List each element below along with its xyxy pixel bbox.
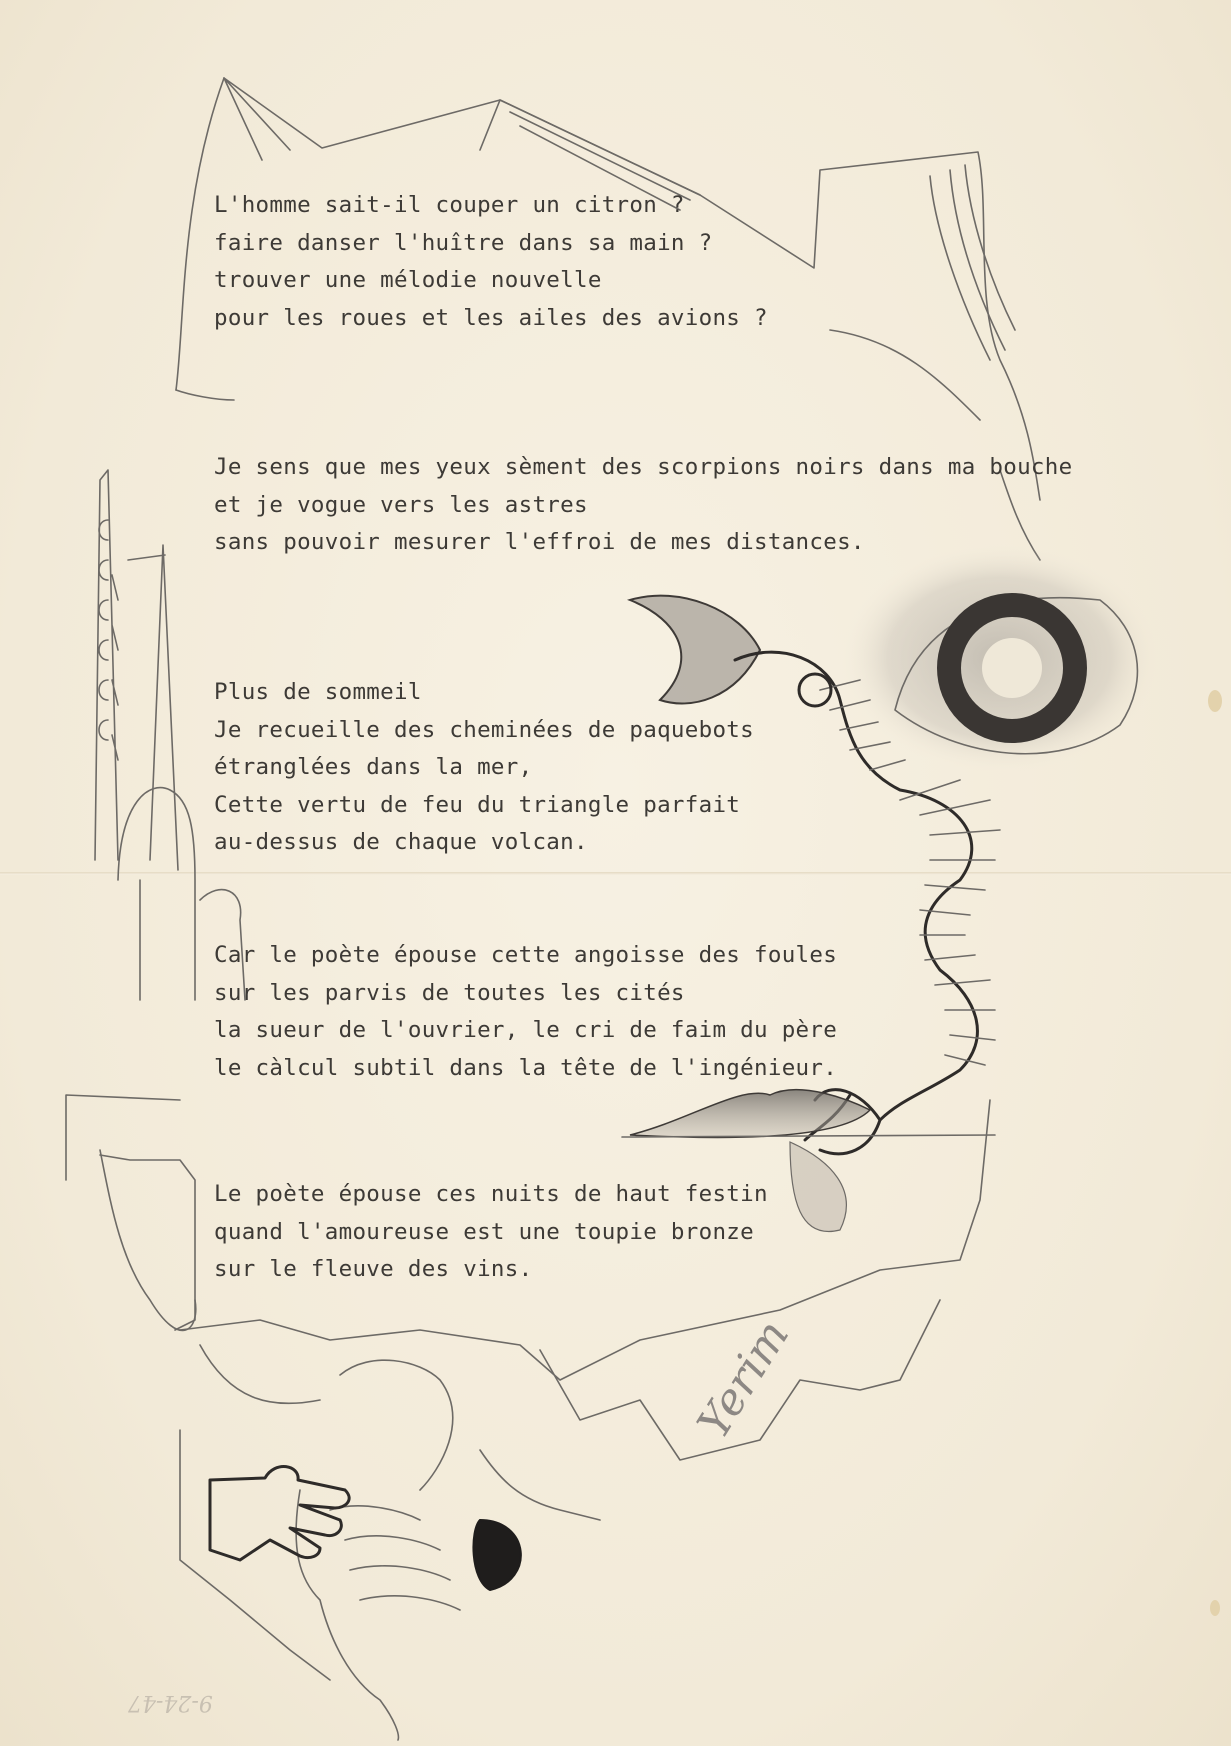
stanza-5 [214,1176,768,1289]
poem-line: Je recueille des cheminées de paquebots [214,716,754,743]
stanza-3 [214,674,754,862]
poem-line: sur le fleuve des vins. [214,1256,533,1282]
poem-line: sans pouvoir mesurer l'effroi de mes distances. [214,529,865,555]
poem-line: la sueur de l'ouvrier, le cri de faim du père [214,1017,838,1043]
paper-stain [1208,690,1222,712]
poem-line: sur les parvis de toutes les cités [214,979,685,1006]
artist-signature: Yerim [688,1311,800,1448]
eye-drawing [840,543,1160,773]
poem-line: Le poète épouse ces nuits de haut festin [214,1181,768,1207]
poem-line: Cette vertu de feu du triangle parfait [214,791,741,818]
poem-line: étranglées dans la mer, [214,754,533,780]
poem-line: le càlcul subtil dans la tête de l'ingénieur. [214,1054,838,1081]
poem-line: L'homme sait-il couper un citron ? [214,192,685,218]
poem-line: et je vogue vers les astres [214,491,588,518]
poem-line: Plus de sommeil [214,679,422,705]
paper-stain [1210,1600,1220,1616]
poem-line: trouver une mélodie nouvelle [214,267,602,293]
poem-line: Car le poète épouse cette angoisse des foules [214,942,838,968]
pencil-date-note: 9-24-47 [128,1690,213,1715]
stanza-4 [214,937,837,1087]
poem-line: Je sens que mes yeux sèment des scorpions noirs dans ma bouche [214,454,1073,480]
poem-line: faire danser l'huître dans sa main ? [214,229,713,256]
poem-line: au-dessus de chaque volcan. [214,829,588,855]
stanza-1 [214,187,768,337]
stanza-2 [214,449,1072,562]
poem-line: pour les roues et les ailes des avions ? [214,304,768,331]
poem-line: quand l'amoureuse est une toupie bronze [214,1218,754,1245]
